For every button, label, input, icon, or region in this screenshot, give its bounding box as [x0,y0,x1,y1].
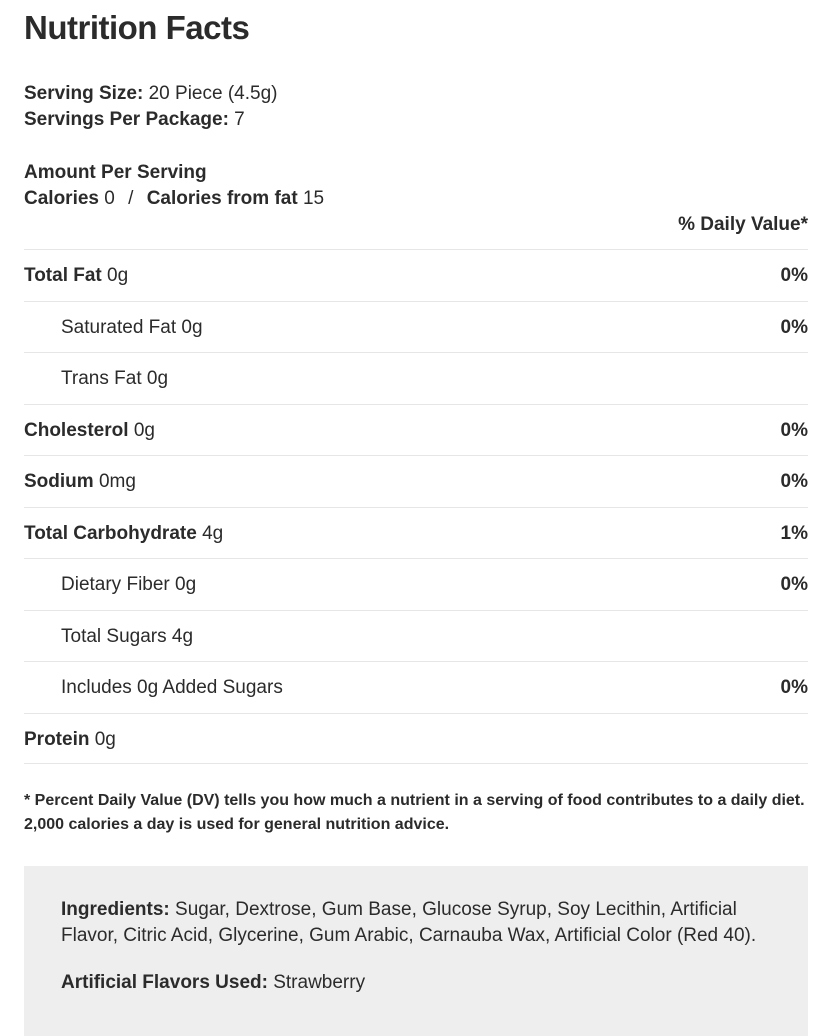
calories-from-fat-label: Calories from fat [146,188,298,209]
nutrient-percent: 0% [780,265,808,286]
nutrient-name: Sodium [24,471,94,492]
nutrient-amount: 0g [146,368,169,389]
nutrient-name: Total Fat [24,265,102,286]
serving-size-value: 20 Piece (4.5g) [148,83,278,104]
nutrient-name: Dietary Fiber [61,574,170,595]
nutrient-name: Cholesterol [24,419,129,441]
nutrient-amount: 0g [181,316,203,338]
calories-value: 0 [104,188,115,209]
serving-size [24,81,277,107]
nutrient-percent: 0% [780,471,808,492]
artificial-flavors-label: Artificial Flavors Used: [61,972,268,993]
nutrient-amount: 0mg [98,471,136,492]
nutrient-name: Total Carbohydrate [24,522,197,544]
nutrient-name: Total Sugars [61,625,167,647]
nutrient-name: Saturated Fat [61,316,177,338]
artificial-flavors-value: Strawberry [273,972,366,993]
nutrient-percent: 0% [780,677,808,698]
nutrient-row-total-fat [24,249,808,301]
nutrient-row-cholesterol [24,404,808,456]
nutrient-row-dietary-fiber [24,558,808,610]
nutrient-name: Includes 0g Added Sugars [61,677,283,698]
nutrient-amount: 0g [133,419,155,441]
amount-per-serving: Amount Per Serving [24,162,207,183]
artificial-flavors [61,970,365,996]
ingredients-label: Ingredients: [61,899,170,920]
page-title: Nutrition Facts [24,9,250,46]
servings-per-package-label: Servings Per Package: [24,109,229,130]
nutrient-row-trans-fat [24,352,808,404]
calories-from-fat-value: 15 [302,188,325,209]
serving-size-label: Serving Size: [24,83,144,104]
nutrient-row-total-carbohydrate [24,507,808,559]
nutrient-amount: 0g [107,265,129,286]
nutrient-row-protein [24,713,808,765]
nutrient-amount: 4g [202,522,224,544]
nutrient-row-saturated-fat [24,301,808,353]
nutrient-percent: 0% [780,574,808,595]
nutrient-row-sodium [24,455,808,507]
ingredients [61,897,771,949]
servings-per-package-value: 7 [234,109,245,130]
daily-value-footnote: * Percent Daily Value (DV) tells you how much a nutrient in a serving of food contributes to a daily diet. 2,000 calories a day is used for general nutrition advice. [24,792,805,833]
nutrient-row-added-sugars [24,661,808,713]
nutrient-amount: 4g [171,625,194,647]
ingredients-box [24,866,808,1036]
calories-separator: / [128,188,134,209]
nutrient-row-total-sugars [24,610,808,662]
nutrient-percent: 1% [780,522,808,544]
nutrient-percent: 0% [780,419,808,441]
nutrient-percent: 0% [780,316,808,338]
nutrient-amount: 0g [94,728,116,750]
nutrient-table [24,249,808,764]
ingredients-list: Sugar, Dextrose, Gum Base, Glucose Syrup, Soy Lecithin, Artificial Flavor, Citric Acid, Glycerine, Gum Arabic, Carnauba Wax, Artificial Color (Red 40). [61,899,757,946]
servings-per-package [24,107,245,133]
nutrient-amount: 0g [175,574,197,595]
nutrient-name: Trans Fat [61,368,142,389]
calories-label: Calories [24,188,99,209]
calories-line [24,186,324,212]
nutrient-name: Protein [24,728,90,750]
daily-value-header: % Daily Value* [678,214,808,235]
